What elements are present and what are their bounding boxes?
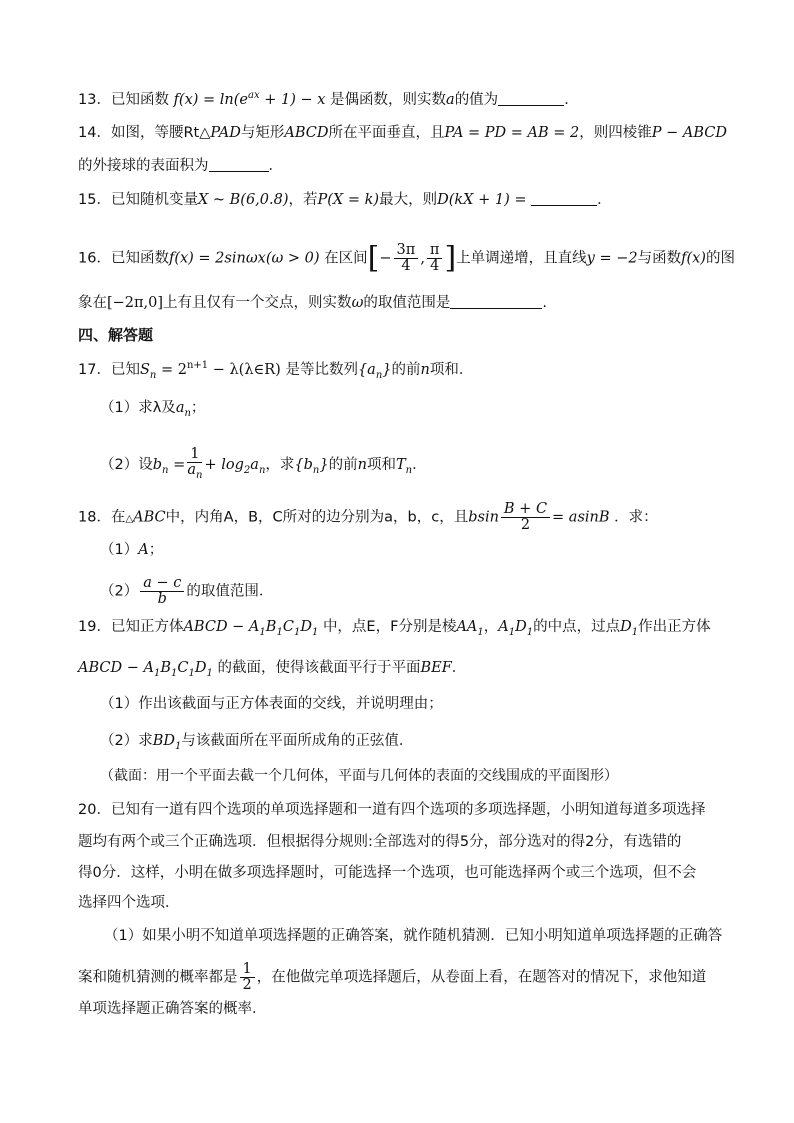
text: 所在平面垂直，且: [328, 125, 445, 141]
triangle-symbol: △: [125, 513, 134, 525]
math: $b_n$ =: [152, 456, 186, 476]
math: P(X = k): [317, 192, 380, 208]
question-17-part1: [100, 398, 205, 424]
text: ．: [412, 456, 427, 473]
question-number: 15．: [78, 192, 111, 208]
answer-blank[interactable]: [498, 90, 564, 106]
math: ABCD − $A_1B_1C_1D_1$: [78, 660, 213, 679]
question-19-part1: （1）作出该截面与正方体表面的交线，并说明理由；: [100, 696, 443, 712]
text: 是等比数列: [285, 361, 358, 378]
text: 与该截面所在平面所成角的正弦值．: [181, 733, 414, 749]
math: $A_1D_1$: [498, 619, 534, 638]
math: a: [446, 91, 455, 108]
text: 已知函数: [110, 91, 169, 108]
text: 的前: [391, 361, 421, 378]
text: 在: [110, 509, 126, 526]
question-number: 13．: [78, 91, 111, 108]
text: 与矩形: [240, 125, 285, 141]
fraction: $\frac{a - c}{b}$: [140, 576, 184, 607]
text: 在区间: [324, 250, 368, 267]
text: ．求：: [614, 509, 658, 526]
text: （1）: [100, 542, 139, 558]
question-number: 16．: [78, 250, 111, 267]
bracket-right: ]: [444, 240, 457, 276]
answer-blank[interactable]: [450, 293, 542, 309]
question-18-part1: [100, 540, 163, 560]
question-number: 19．: [78, 619, 111, 635]
math: P − ABCD: [651, 125, 728, 141]
text: 的前: [328, 456, 358, 473]
question-14-line2: [78, 156, 283, 176]
text: 已知随机变量: [110, 192, 198, 208]
text: 如图，等腰Rt△: [110, 125, 211, 141]
text: 的外接球的表面积为: [78, 158, 209, 174]
math: = asinB: [552, 509, 610, 526]
math: A: [138, 542, 149, 558]
question-20-part1-line3: 单项选择题正确答案的概率．: [78, 1001, 267, 1017]
question-17-part2: [100, 447, 427, 483]
math: PA = PD = AB = 2: [444, 125, 580, 141]
question-20-line3: 得0分．这样，小明在做多项选择题时，可能选择一个选项，也可能选择两个或三个选项，但不会: [78, 865, 697, 881]
question-20-part1: （1）如果小明不知道单项选择题的正确答案，就作随机猜测．已知小明知道单项选择题的正确答: [104, 928, 723, 944]
text: 中，内角A，B，C所对的边分别为a，b，c，且: [165, 509, 469, 526]
question-19: [78, 617, 711, 643]
math: BEF: [420, 660, 452, 676]
fraction: $\frac{1}{a_n}$: [187, 446, 203, 481]
math: [−2π,0]: [107, 295, 164, 311]
text: 已知: [110, 361, 140, 378]
text: ．: [268, 158, 283, 174]
math: + $\log_2a_n$: [204, 456, 266, 476]
math: ,: [420, 250, 425, 267]
text: 已知正方体: [110, 619, 184, 635]
question-18: [78, 502, 658, 533]
math: $\{a_n\}$: [357, 361, 392, 381]
question-13: [78, 86, 579, 110]
math: y = −2: [586, 250, 638, 267]
question-20-part1-line2: [78, 962, 706, 993]
text: ，则四棱锥: [579, 125, 652, 141]
question-number: 20．: [78, 802, 111, 818]
question-number: 17．: [78, 361, 111, 378]
math: $a_n$: [175, 400, 191, 419]
section-heading: 四、解答题: [78, 326, 154, 344]
question-20: [78, 800, 705, 820]
math: n: [357, 456, 367, 473]
text: 作出正方体: [638, 619, 711, 635]
text: 项和: [366, 456, 396, 473]
text: ．: [451, 660, 467, 676]
math: $S_n = 2^{n+1}$ − λ(λ∈R): [139, 360, 281, 381]
math: ABC: [133, 509, 166, 526]
answer-blank[interactable]: [531, 190, 597, 206]
text: 案和随机猜测的概率都是: [78, 969, 238, 986]
text: 中，点E，F分别是棱: [322, 619, 457, 635]
text: ；: [148, 542, 164, 558]
text: （2）: [100, 583, 139, 600]
text: 最大，则: [379, 192, 438, 208]
text: 的取值范围．: [186, 583, 274, 600]
math: $f(x) = \ln(e^{ax} + 1) - x$: [173, 90, 326, 108]
bracket-left: [: [367, 240, 380, 276]
question-18-part2: [100, 576, 273, 607]
text: （2）求: [100, 733, 153, 749]
text: 的截面，使得该截面平行于平面: [217, 660, 421, 676]
math: ω: [351, 295, 364, 311]
text: ，若: [288, 192, 318, 208]
text: ，: [483, 619, 499, 635]
math: n: [420, 361, 430, 378]
text: 项和．: [429, 361, 474, 378]
text: （1）求λ及: [100, 400, 176, 416]
question-number: 18．: [78, 509, 111, 526]
question-20-line4: 选择四个选项．: [78, 895, 180, 911]
text: 上单调递增，且直线: [456, 250, 587, 267]
fraction: $\frac{1}{2}$: [240, 962, 255, 993]
question-14: [78, 123, 727, 143]
math: $AA_1$: [456, 619, 484, 638]
text: 的中点，过点: [533, 619, 621, 635]
math: D(kX + 1) =: [437, 192, 527, 208]
text: ；: [190, 400, 206, 416]
question-16: [78, 240, 735, 276]
question-19-note: （截面：用一个平面去截一个几何体，平面与几何体的表面的交线围成的平面图形）: [100, 768, 618, 784]
math: $\{b_n\}$: [294, 456, 329, 476]
fraction: $\frac{B + C}{2}$: [501, 502, 550, 533]
text: 已知有一道有四个选项的单项选择题和一道有四个选项的多项选择题，小明知道每道多项选择: [110, 802, 706, 818]
math: $D_1$: [620, 619, 639, 638]
fraction: $\frac{3\pi}{4}$: [394, 243, 419, 274]
question-17: [78, 356, 473, 386]
math: −: [379, 250, 392, 267]
text: .: [542, 295, 547, 311]
math: f(x): [681, 250, 706, 267]
text: 上有且仅有一个交点，则实数: [163, 295, 352, 311]
question-19-part2: [100, 731, 413, 757]
text: 的取值范围是: [363, 295, 451, 311]
math: f(x) = 2sinωx(ω > 0): [168, 250, 320, 267]
math: bsin: [468, 509, 499, 526]
question-19-line2: [78, 658, 466, 684]
text: 的值为: [454, 91, 499, 108]
answer-blank[interactable]: [209, 156, 269, 172]
math: X ~ B(6,0.8): [197, 192, 289, 208]
math: ABCD − $A_1B_1C_1D_1$: [183, 619, 319, 638]
text: 与函数: [637, 250, 682, 267]
math: ABCD: [284, 125, 329, 141]
text: （2）设: [100, 456, 153, 473]
question-15: [78, 190, 612, 210]
text: 是偶函数，则实数: [325, 91, 447, 108]
text: ，在他做完单项选择题后，从卷面上看，在题答对的情况下，求他知道: [256, 969, 707, 986]
math: $BD_1$: [152, 733, 182, 752]
question-16-line2: [78, 293, 547, 313]
text: ．: [564, 91, 579, 108]
text: ，求: [265, 456, 295, 473]
fraction: $\frac{\pi}{4}$: [427, 243, 443, 274]
text: 的图: [705, 250, 735, 267]
text: 象在: [78, 295, 107, 311]
math: $T_n$: [395, 456, 413, 476]
question-number: 14．: [78, 125, 111, 141]
question-20-line2: 题均有两个或三个正确选项．但根据得分规则:全部选对的得5分，部分选对的得2分，有选错的: [78, 834, 682, 850]
text: 已知函数: [110, 250, 169, 267]
math: PAD: [210, 125, 241, 141]
text: ．: [597, 192, 612, 208]
